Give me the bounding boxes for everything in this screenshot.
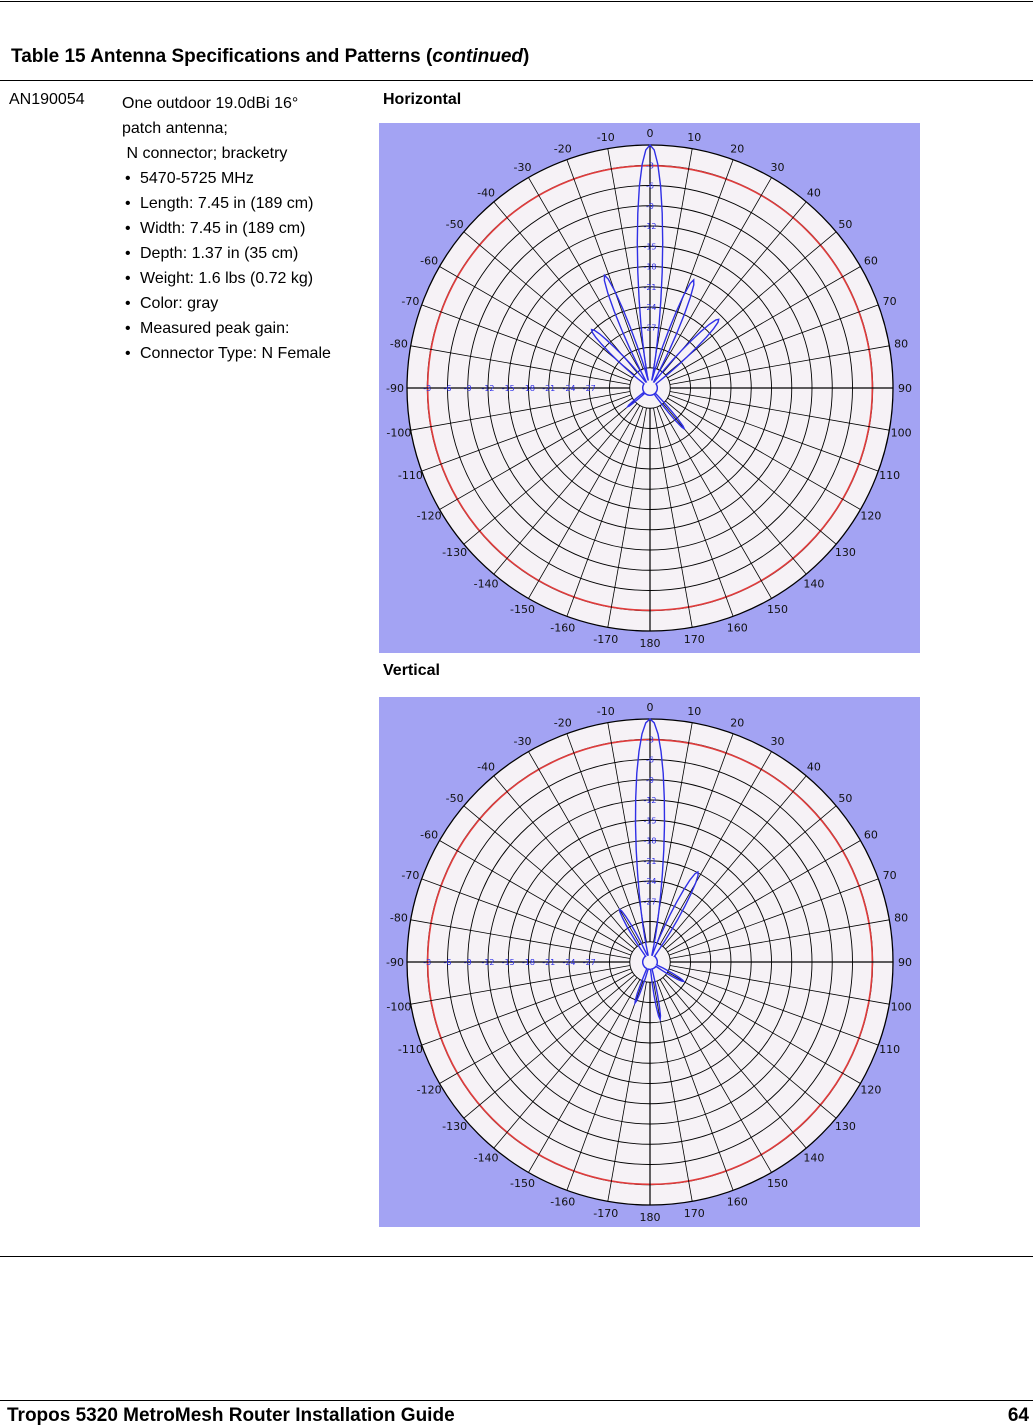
angle-tick-label: 50: [838, 218, 853, 232]
vertical-polar-chart: [379, 697, 920, 1227]
angle-tick-label: 150: [767, 1176, 788, 1190]
angle-tick-label: -120: [416, 509, 442, 523]
spec-item: • 5470-5725 MHz: [122, 166, 372, 191]
description-line: N connector; bracketry: [122, 145, 288, 162]
ring-tick-label: -15: [501, 384, 515, 393]
angle-tick-label: -60: [420, 828, 439, 842]
angle-tick-label: 180: [639, 1211, 661, 1224]
angle-tick-label: 20: [730, 142, 745, 156]
table-header-rule: [0, 80, 1033, 81]
description-line: patch antenna;: [122, 120, 228, 137]
angle-tick-label: 80: [894, 337, 909, 351]
angle-tick-label: 90: [898, 382, 912, 395]
angle-tick-label: 60: [863, 828, 878, 842]
ring-tick-label: -24: [562, 384, 576, 393]
angle-tick-label: 170: [683, 1207, 705, 1221]
spec-item: • Measured peak gain:: [122, 316, 372, 341]
angle-tick-label: -40: [477, 760, 496, 774]
angle-tick-label: -130: [442, 1119, 468, 1133]
spec-item: • Width: 7.45 in (189 cm): [122, 216, 372, 241]
model-number: AN190054: [9, 91, 85, 108]
angle-tick-label: 30: [770, 161, 785, 175]
angle-tick-label: 120: [860, 509, 882, 523]
angle-tick-label: 100: [890, 426, 912, 440]
ring-tick-label: -9: [463, 384, 472, 393]
angle-tick-label: -110: [397, 1043, 423, 1057]
spec-item: • Weight: 1.6 lbs (0.72 kg): [122, 266, 372, 291]
spec-item: • Connector Type: N Female: [122, 341, 372, 366]
ring-tick-label: -18: [643, 836, 657, 846]
table-bottom-rule: [0, 1256, 1033, 1257]
ring-tick-label: -6: [443, 384, 452, 393]
angle-tick-label: -30: [513, 161, 532, 175]
ring-tick-label: -12: [481, 384, 495, 393]
angle-tick-label: -70: [401, 868, 420, 882]
angle-tick-label: 120: [860, 1083, 882, 1097]
angle-tick-label: 60: [863, 254, 878, 268]
angle-tick-label: 20: [730, 716, 745, 730]
ring-tick-label: -18: [521, 384, 536, 393]
angle-tick-label: -70: [401, 294, 420, 308]
ring-tick-label: -9: [646, 775, 654, 785]
ring-tick-label: -9: [646, 201, 654, 211]
angle-tick-label: -50: [445, 792, 464, 806]
angle-tick-label: 0: [646, 127, 654, 140]
angle-tick-label: 40: [806, 186, 821, 200]
angle-tick-label: 40: [806, 760, 821, 774]
ring-tick-label: -27: [582, 958, 596, 967]
angle-tick-label: -10: [596, 130, 615, 144]
spec-item: • Color: gray: [122, 291, 372, 316]
ring-tick-label: -3: [646, 735, 654, 745]
angle-tick-label: -150: [510, 602, 535, 616]
ring-tick-label: -24: [643, 303, 657, 312]
angle-tick-label: -40: [477, 186, 496, 200]
angle-tick-label: -170: [593, 1207, 619, 1221]
angle-tick-label: 50: [838, 792, 853, 806]
angle-tick-label: -90: [386, 382, 404, 395]
ring-tick-label: -21: [643, 856, 657, 866]
ring-tick-label: -6: [443, 958, 452, 967]
spec-item: • Length: 7.45 in (189 cm): [122, 191, 372, 216]
angle-tick-label: 90: [898, 956, 912, 969]
horizontal-pattern-label: Horizontal: [383, 91, 462, 108]
table-title: Table 15 Antenna Specifications and Patterns (continued): [11, 46, 530, 67]
angle-tick-label: 30: [770, 735, 785, 749]
angle-tick-label: -110: [397, 469, 423, 483]
angle-tick-label: 110: [879, 469, 901, 483]
ring-tick-label: -6: [646, 755, 654, 765]
ring-tick-label: -27: [643, 323, 657, 333]
angle-tick-label: 180: [639, 637, 661, 650]
ring-tick-label: -24: [643, 877, 657, 886]
spec-item: • Depth: 1.37 in (35 cm): [122, 241, 372, 266]
ring-tick-label: -27: [582, 384, 596, 393]
angle-tick-label: 140: [803, 1151, 825, 1165]
angle-tick-label: 10: [687, 130, 702, 144]
angle-tick-label: -160: [550, 1195, 576, 1209]
ring-tick-label: -12: [643, 796, 657, 805]
angle-tick-label: -20: [553, 142, 572, 156]
spec-list: [122, 166, 372, 366]
angle-tick-label: 10: [687, 704, 702, 718]
angle-tick-label: 160: [726, 621, 748, 635]
angle-tick-label: -170: [593, 633, 619, 647]
ring-tick-label: -15: [501, 958, 515, 967]
angle-tick-label: 160: [726, 1195, 748, 1209]
angle-tick-label: 130: [834, 545, 856, 559]
angle-tick-label: -90: [386, 956, 404, 969]
ring-tick-label: -12: [481, 958, 495, 967]
angle-tick-label: 110: [879, 1043, 901, 1057]
ring-tick-label: -18: [521, 958, 536, 967]
angle-tick-label: -100: [386, 1000, 412, 1014]
angle-tick-label: -100: [386, 426, 412, 440]
angle-tick-label: -50: [445, 218, 464, 232]
angle-tick-label: -30: [513, 735, 532, 749]
ring-tick-label: -15: [643, 242, 657, 252]
angle-tick-label: -10: [596, 704, 615, 718]
angle-tick-label: -80: [389, 911, 408, 925]
footer-page-number: 64: [1007, 1405, 1029, 1426]
top-rule: [0, 1, 1033, 2]
ring-tick-label: -21: [542, 384, 556, 393]
horizontal-polar-chart: [379, 123, 920, 653]
ring-tick-label: -15: [643, 816, 657, 826]
angle-tick-label: -140: [473, 1151, 499, 1165]
ring-tick-label: -18: [643, 262, 657, 272]
angle-tick-label: 140: [803, 577, 825, 591]
ring-tick-label: -12: [643, 222, 657, 231]
footer-document-title: Tropos 5320 MetroMesh Router Installation Guide: [7, 1405, 455, 1426]
angle-tick-label: -80: [389, 337, 408, 351]
ring-tick-label: -21: [542, 958, 556, 967]
angle-tick-label: 70: [882, 294, 897, 308]
ring-tick-label: -3: [646, 161, 654, 171]
angle-tick-label: 0: [646, 701, 654, 714]
ring-tick-label: -3: [423, 958, 432, 967]
footer-rule: [0, 1400, 1033, 1401]
description-line: One outdoor 19.0dBi 16°: [122, 95, 299, 112]
horizontal-polar-plot: [379, 123, 920, 653]
angle-tick-label: -20: [553, 716, 572, 730]
angle-tick-label: -130: [442, 545, 468, 559]
ring-tick-label: -21: [643, 282, 657, 292]
angle-tick-label: 100: [890, 1000, 912, 1014]
angle-tick-label: -140: [473, 577, 499, 591]
ring-tick-label: -6: [646, 181, 654, 191]
vertical-polar-plot: [379, 697, 920, 1227]
ring-tick-label: -24: [562, 958, 576, 967]
antenna-description: [122, 91, 372, 366]
angle-tick-label: 170: [683, 633, 705, 647]
ring-tick-label: -9: [463, 958, 472, 967]
angle-tick-label: 70: [882, 868, 897, 882]
vertical-pattern-label: Vertical: [383, 662, 440, 679]
angle-tick-label: 130: [834, 1119, 856, 1133]
angle-tick-label: 150: [767, 602, 788, 616]
angle-tick-label: -160: [550, 621, 576, 635]
angle-tick-label: -150: [510, 1176, 535, 1190]
angle-tick-label: 80: [894, 911, 909, 925]
ring-tick-label: -3: [423, 384, 432, 393]
ring-tick-label: -27: [643, 897, 657, 907]
angle-tick-label: -60: [420, 254, 439, 268]
angle-tick-label: -120: [416, 1083, 442, 1097]
